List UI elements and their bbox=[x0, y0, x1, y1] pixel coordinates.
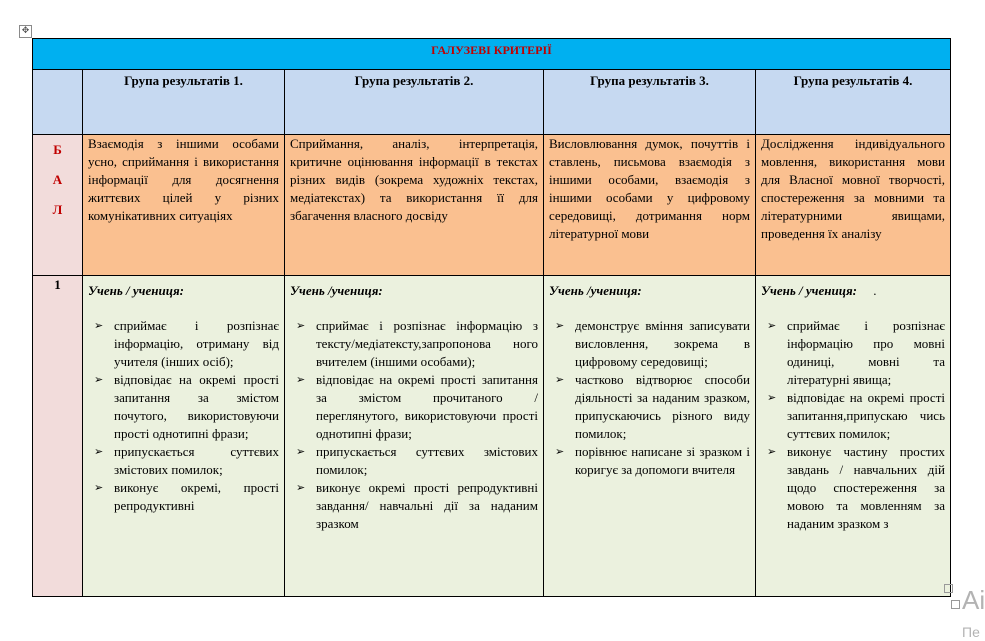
description-2: Сприймання, аналіз, інтерпретація, критичне оцінювання інформації в текстах різних видів (зокрема художніх текстах, медіатекстах) та використання її для збагачення власного досвіду bbox=[285, 135, 544, 276]
paragraph-mark-icon bbox=[951, 600, 960, 609]
student-label-3: Учень /учениця: bbox=[549, 283, 642, 298]
table-resize-handle[interactable] bbox=[944, 584, 953, 593]
list-item bbox=[94, 443, 279, 479]
criteria-list-1 bbox=[88, 317, 279, 515]
list-item-text: припускається суттєвих змістових помилок; bbox=[316, 444, 538, 477]
list-item-text: демонструє вміння записувати висловлення, зокрема в цифровому середовищі; bbox=[575, 318, 750, 369]
list-item bbox=[94, 371, 279, 443]
bal-label: Б А Л bbox=[52, 142, 63, 217]
list-item-text: відповідає на окремі прості запитання,припускаю чись суттєвих помилок; bbox=[787, 390, 945, 441]
level-number: 1 bbox=[33, 276, 83, 597]
arrow-bullet-icon: ➢ bbox=[767, 445, 777, 458]
arrow-bullet-icon: ➢ bbox=[94, 373, 104, 386]
list-item bbox=[296, 479, 538, 533]
list-item bbox=[767, 389, 945, 443]
list-item-text: сприймає і розпізнає інформацію про мовні одиниці, мовні та літературні явища; bbox=[787, 318, 945, 387]
arrow-bullet-icon: ➢ bbox=[94, 445, 104, 458]
group-header-1: Група результатів 1. bbox=[83, 70, 285, 135]
level-row bbox=[33, 276, 951, 597]
group-header-4: Група результатів 4. bbox=[756, 70, 951, 135]
arrow-bullet-icon: ➢ bbox=[94, 319, 104, 332]
arrow-bullet-icon: ➢ bbox=[767, 391, 777, 404]
list-item-text: відповідає на окремі прості запитання за змістом почутого, використовуючи прості однотипні фрази; bbox=[114, 372, 279, 441]
list-item-text: відповідає на окремі прості запитання за змістом прочитаного / переглянутого, використовуючи прості однотипні фрази; bbox=[316, 372, 538, 441]
criteria-list-3 bbox=[549, 317, 750, 479]
level-cell-1 bbox=[83, 276, 285, 597]
level-cell-3 bbox=[544, 276, 756, 597]
arrow-bullet-icon: ➢ bbox=[555, 373, 565, 386]
arrow-bullet-icon: ➢ bbox=[94, 481, 104, 494]
list-item-text: виконує частину простих завдань / навчальних дій щодо спостереження за мовою та мовленням за наданим зразком з bbox=[787, 444, 945, 531]
group-header-3: Група результатів 3. bbox=[544, 70, 756, 135]
student-label-2: Учень /учениця: bbox=[290, 283, 383, 298]
arrow-bullet-icon: ➢ bbox=[296, 445, 306, 458]
list-item-text: частково відтворює способи діяльності за наданим зразком, припускаючись різного виду помилок; bbox=[575, 372, 750, 441]
criteria-table bbox=[32, 38, 951, 597]
student-label-4: Учень / учениця: . bbox=[761, 283, 877, 298]
list-item-text: порівнює написане зі зразком і коригує за допомоги вчителя bbox=[575, 444, 750, 477]
arrow-bullet-icon: ➢ bbox=[555, 445, 565, 458]
description-row bbox=[33, 135, 951, 276]
list-item bbox=[94, 317, 279, 371]
arrow-bullet-icon: ➢ bbox=[296, 481, 306, 494]
list-item bbox=[767, 443, 945, 533]
arrow-bullet-icon: ➢ bbox=[555, 319, 565, 332]
table-move-icon[interactable]: ✥ bbox=[19, 25, 32, 38]
list-item-text: сприймає і розпізнає інформацію з тексту/медіатексту,запропонова ного вчителем (іншими особами); bbox=[316, 318, 538, 369]
list-item-text: сприймає і розпізнає інформацію, отриману від учителя (інших осіб); bbox=[114, 318, 279, 369]
arrow-bullet-icon: ➢ bbox=[767, 319, 777, 332]
list-item bbox=[296, 317, 538, 371]
side-panel-subtext: Пе bbox=[962, 624, 980, 640]
list-item-text: виконує окремі прості репродуктивні завдання/ навчальні дії за наданим зразком bbox=[316, 480, 538, 531]
student-label-1: Учень / учениця: bbox=[88, 283, 184, 298]
arrow-bullet-icon: ➢ bbox=[296, 319, 306, 332]
bal-cell bbox=[33, 135, 83, 276]
empty-corner-cell bbox=[33, 70, 83, 135]
table-title: ГАЛУЗЕВІ КРИТЕРІЇ bbox=[431, 43, 552, 57]
level-cell-2 bbox=[285, 276, 544, 597]
group-header-2: Група результатів 2. bbox=[285, 70, 544, 135]
title-cell bbox=[33, 39, 951, 70]
list-item-text: виконує окремі, прості репродуктивні bbox=[114, 480, 279, 513]
description-1: Взаємодія з іншими особами усно, сприймання і використання інформації для досягнення життєвих цілей у різних комунікативних ситуаціях bbox=[83, 135, 285, 276]
list-item bbox=[555, 443, 750, 479]
list-item bbox=[296, 371, 538, 443]
arrow-bullet-icon: ➢ bbox=[296, 373, 306, 386]
description-3: Висловлювання думок, почуттів і ставлень, письмова взаємодія з іншими особами, взаємодія з іншими особами у цифровому середовищі, дотримання норм літературної мови bbox=[544, 135, 756, 276]
list-item-text: припускається суттєвих змістових помилок; bbox=[114, 444, 279, 477]
group-header-row bbox=[33, 70, 951, 135]
description-4: Дослідження індивідуального мовлення, використання мови для Власної мовної творчості, спостереження за мовними та літературними явищами, проведення їх аналізу bbox=[756, 135, 951, 276]
list-item bbox=[555, 371, 750, 443]
list-item bbox=[296, 443, 538, 479]
list-item bbox=[555, 317, 750, 371]
list-item bbox=[767, 317, 945, 389]
criteria-list-4 bbox=[761, 317, 945, 533]
list-item bbox=[94, 479, 279, 515]
title-row bbox=[33, 39, 951, 70]
side-panel-text: Ai bbox=[962, 585, 985, 615]
criteria-list-2 bbox=[290, 317, 538, 533]
level-cell-4 bbox=[756, 276, 951, 597]
